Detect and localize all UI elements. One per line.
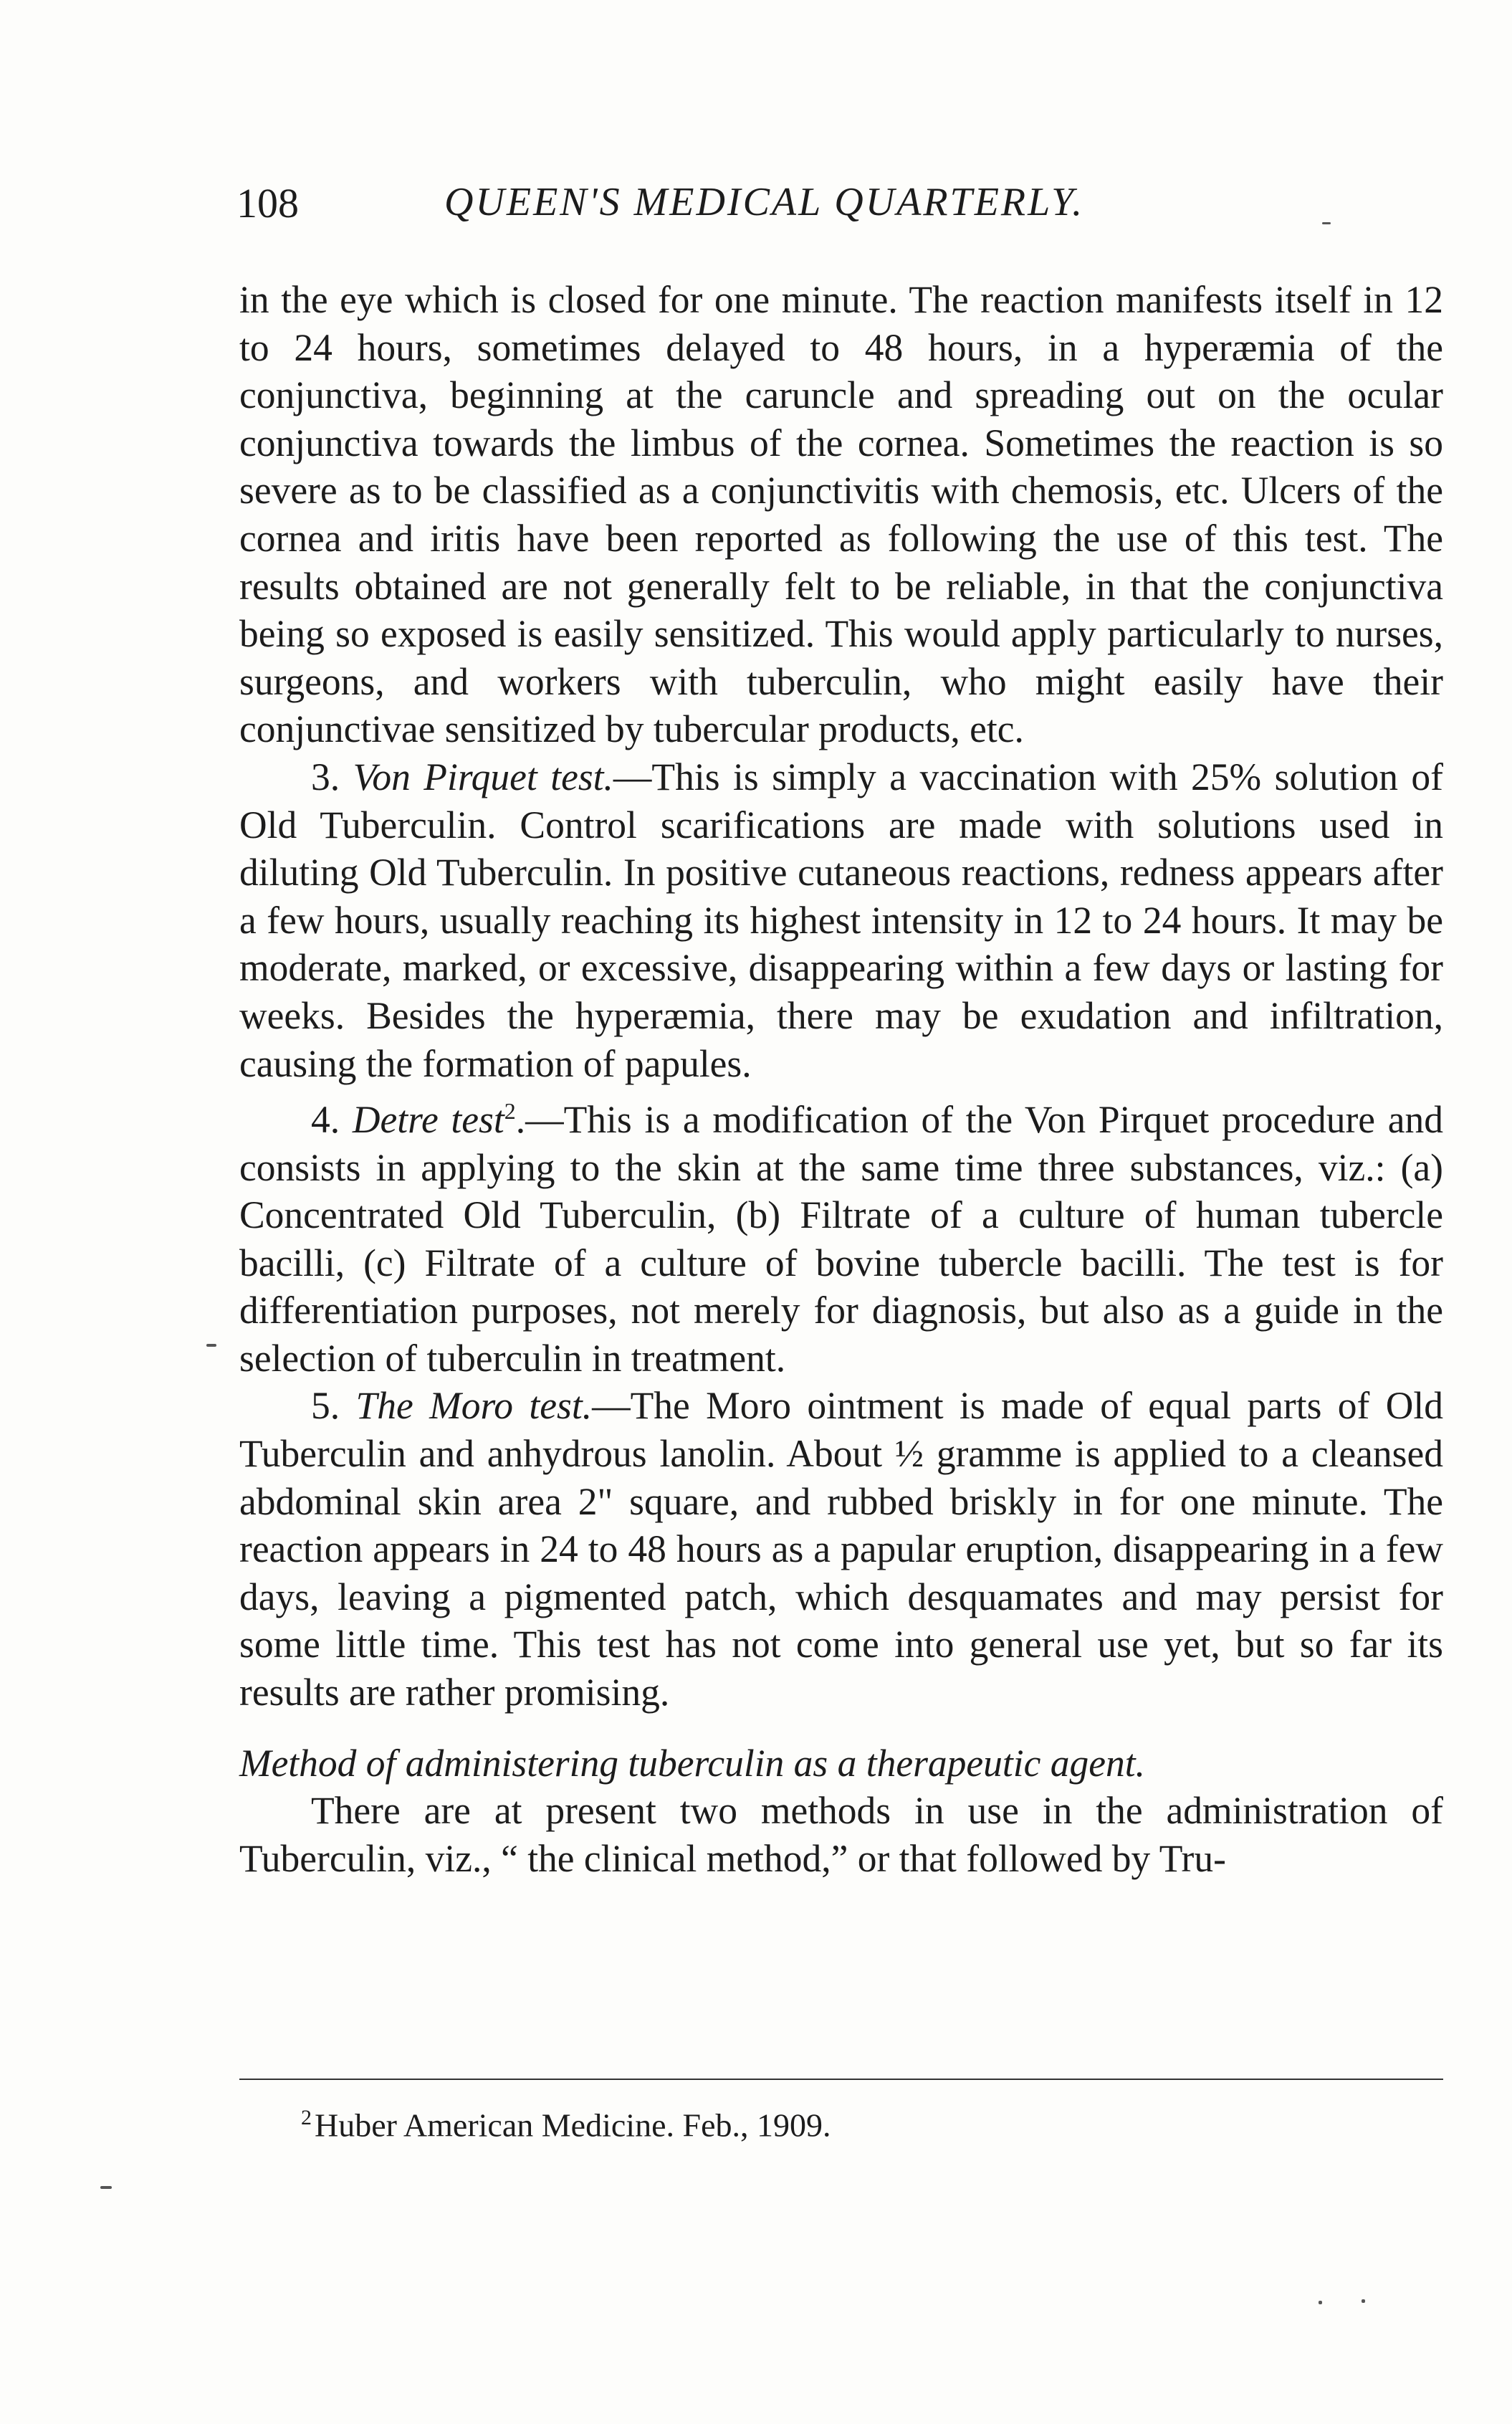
paragraph-text: —This is simply a vaccination with 25% solution of Old Tuberculin. Control scarifications are made with solutions used in diluting Old Tuberculin. In positive cutaneous reactions, redness appears after a few hours, usually reaching its highest intensity in 12 to 24 hours. It may be moderate, marked, or excessive, disappearing within a few days or lasting for weeks. Besides the hyperæmia, there may be exudation and infiltration, causing the formation of papules.: [239, 755, 1443, 1085]
paragraph-moro: [239, 1382, 1443, 1716]
test-title: Detre test: [352, 1097, 504, 1141]
page-header: [236, 179, 1448, 237]
test-title: Von Pirquet test.: [353, 755, 613, 798]
paragraph-von-pirquet: [239, 753, 1443, 1087]
footnote-divider: [239, 2079, 1443, 2080]
paragraph-ophthalmo-continuation: in the eye which is closed for one minute. The reaction manifests itself in 12 to 24 hours, sometimes delayed to 48 hours, in a hyperæmia of the conjunctiva, beginning at the caruncle and spreading out on the ocular conjunctiva towards the limbus of the cornea. Sometimes the reaction is so severe as to be classified as a conjunctivitis with chemosis, etc. Ulcers of the cornea and iritis have been reported as following the use of this test. The results obtained are not generally felt to be reliable, in that the conjunctiva being so exposed is easily sensitized. This would apply particularly to nurses, surgeons, and workers with tuberculin, who might easily have their conjunctivae sensitized by tubercular products, etc.: [239, 278, 1443, 751]
footnote-text: Huber American Medicine. Feb., 1909.: [315, 2106, 831, 2144]
paragraph-methods: There are at present two methods in use in the administration of Tuberculin, viz., “ the clinical method,” or that followed by Tru-: [239, 1789, 1443, 1880]
paragraph-text: —The Moro ointment is made of equal parts of Old Tuberculin and anhydrous lanolin. About ½ gramme is applied to a cleansed abdominal skin area 2" square, and rubbed briskly in for one minute. The reaction appears in 24 to 48 hours as a papular eruption, disappearing in a few days, leaving a pigmented patch, which desquamates and may persist for some little time. This test has not come into general use yet, but so far its results are rather promising.: [239, 1384, 1443, 1714]
footnote-marker: 2: [301, 2106, 312, 2129]
item-number: 4.: [311, 1097, 353, 1141]
margin-speck: [1319, 2301, 1322, 2304]
item-number: 3.: [311, 755, 353, 798]
footnote: [301, 2106, 831, 2144]
test-title: The Moro test.: [355, 1384, 593, 1428]
margin-speck: [100, 2186, 112, 2189]
footnote-reference: 2: [504, 1098, 516, 1125]
item-number: 5.: [311, 1384, 356, 1428]
section-heading: Method of administering tuberculin as a therapeutic agent.: [239, 1741, 1146, 1785]
paragraph-detre: [239, 1087, 1443, 1382]
paragraph-text: .—This is a modification of the Von Pirquet procedure and consists in applying to the skin at the same time three substances, viz.: (a) Concentrated Old Tuberculin, (b) Filtrate of a culture of human tubercle bacilli, (c) Filtrate of a culture of bovine tubercle bacilli. The test is for differentiation purposes, not merely for diagnosis, but also as a guide in the selection of tuberculin in treatment.: [239, 1097, 1444, 1380]
margin-speck: [206, 1344, 216, 1347]
margin-speck: [1322, 222, 1331, 224]
running-title: QUEEN'S MEDICAL QUARTERLY.: [444, 180, 1085, 224]
page-number: 108: [236, 180, 299, 226]
body-text: [239, 276, 1443, 1882]
margin-speck: [1362, 2299, 1365, 2303]
